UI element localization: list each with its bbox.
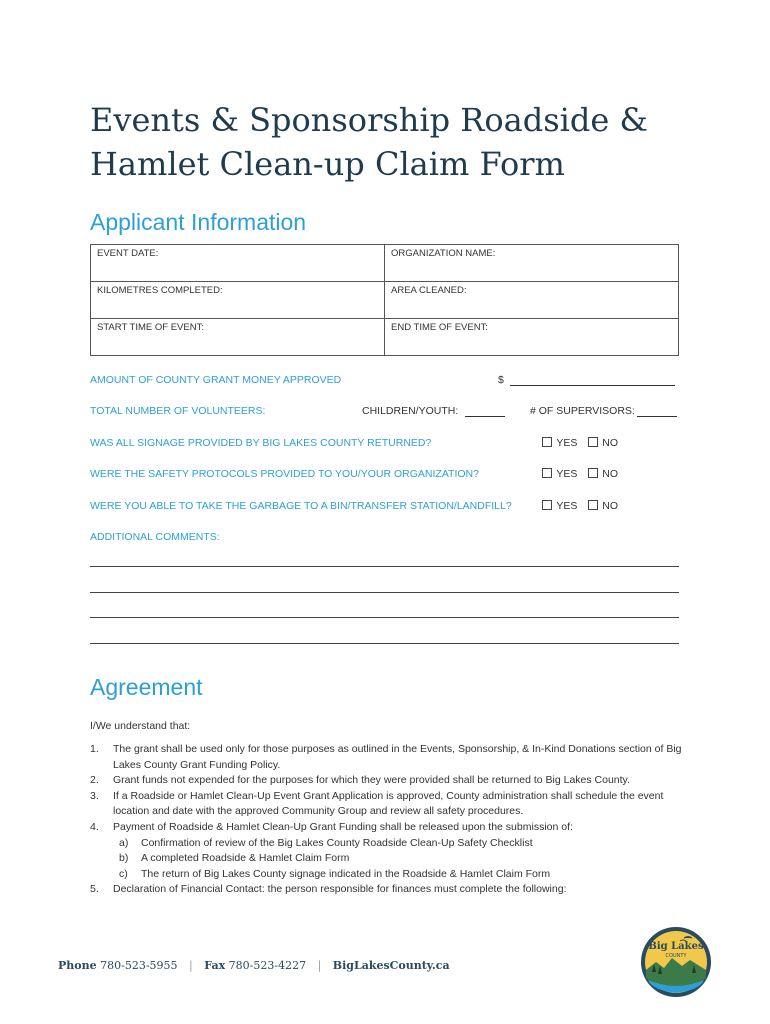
list-item: 1. The grant shall be used only for those purposes as outlined in the Events, Sponsorship, & In-Kind Donations section of Big Lakes County Grant Funding Policy. <box>90 743 682 771</box>
volunteers-label: TOTAL NUMBER OF VOLUNTEERS: <box>90 405 266 417</box>
list-item: 2. Grant funds not expended for the purposes for which they were provided shall be returned to Big Lakes County. <box>90 774 630 787</box>
fax-label: Fax <box>204 959 226 972</box>
list-item: 4. Payment of Roadside & Hamlet Clean-Up Grant Funding shall be released upon the submission of: a) Confirmation of review of the Big Lakes County Roadside Clean-Up Safety Checklist b) A completed Roadside & Hamlet Claim Form c) The return of Big Lakes County signage indicated in the Roadside & Hamlet Claim Form <box>90 820 690 882</box>
grant-amount-input[interactable] <box>510 374 675 386</box>
applicant-information-heading: Applicant Information <box>90 209 307 235</box>
big-lakes-county-logo <box>640 926 712 998</box>
checkbox-icon <box>588 468 598 478</box>
yes-no-options <box>534 500 618 512</box>
agreement-list <box>90 742 690 898</box>
no-checkbox[interactable] <box>588 468 618 480</box>
comment-line[interactable] <box>90 643 679 644</box>
checkbox-icon <box>542 468 552 478</box>
yes-checkbox[interactable] <box>542 468 577 480</box>
grant-amount-row <box>90 374 679 386</box>
checkbox-icon <box>588 500 598 510</box>
logo-subtext: COUNTY <box>665 953 687 959</box>
sub-list-item: c) The return of Big Lakes County signage indicated in the Roadside & Hamlet Claim Form <box>119 867 551 880</box>
yes-checkbox[interactable] <box>542 437 577 449</box>
yes-no-options <box>534 468 618 480</box>
volunteers-row <box>90 405 679 417</box>
list-item: 3. If a Roadside or Hamlet Clean-Up Event Grant Application is approved, County administration shall schedule the event location and date with the approved Community Group and review all safety procedures. <box>90 789 664 818</box>
event-date-field[interactable]: EVENT DATE: <box>91 245 385 282</box>
website-link[interactable]: BigLakesCounty.ca <box>332 959 450 972</box>
yes-label: YES <box>556 500 578 512</box>
organization-name-field[interactable]: ORGANIZATION NAME: <box>385 245 679 282</box>
checkbox-icon <box>542 437 552 447</box>
comment-line[interactable] <box>90 566 679 567</box>
title-line-2: Hamlet Clean-up Claim Form <box>90 145 565 183</box>
no-checkbox[interactable] <box>588 437 618 449</box>
yes-checkbox[interactable] <box>542 500 577 512</box>
question-signage-label: WAS ALL SIGNAGE PROVIDED BY BIG LAKES COUNTY RETURNED? <box>90 437 432 449</box>
children-youth-label: CHILDREN/YOUTH: <box>362 405 459 417</box>
comment-line[interactable] <box>90 592 679 593</box>
yes-label: YES <box>556 468 578 480</box>
checkbox-icon <box>542 500 552 510</box>
yes-label: YES <box>556 437 578 449</box>
dollar-sign: $ <box>498 374 504 386</box>
agreement-heading: Agreement <box>90 674 203 700</box>
additional-comments-label: ADDITIONAL COMMENTS: <box>90 531 220 543</box>
comment-line[interactable] <box>90 617 679 618</box>
grant-amount-label: AMOUNT OF COUNTY GRANT MONEY APPROVED <box>90 374 342 386</box>
supervisors-input[interactable] <box>637 405 677 417</box>
question-row <box>90 437 679 449</box>
fax-number: 780-523-4227 <box>228 959 307 972</box>
start-time-field[interactable]: START TIME OF EVENT: <box>91 319 385 356</box>
sub-list-item: a) Confirmation of review of the Big Lakes County Roadside Clean-Up Safety Checklist <box>119 836 533 849</box>
question-garbage-label: WERE YOU ABLE TO TAKE THE GARBAGE TO A BIN/TRANSFER STATION/LANDFILL? <box>90 500 512 512</box>
yes-no-options <box>534 437 618 449</box>
no-label: NO <box>602 437 618 449</box>
end-time-field[interactable]: END TIME OF EVENT: <box>385 319 679 356</box>
supervisors-label: # OF SUPERVISORS: <box>530 405 635 417</box>
sub-list-item: b) A completed Roadside & Hamlet Claim Form <box>119 852 350 865</box>
list-item: 5. Declaration of Financial Contact: the person responsible for finances must complete the following: <box>90 883 567 896</box>
children-youth-input[interactable] <box>465 405 505 417</box>
question-safety-label: WERE THE SAFETY PROTOCOLS PROVIDED TO YOU/YOUR ORGANIZATION? <box>90 468 479 480</box>
sub-list <box>113 836 690 883</box>
question-row <box>90 468 679 480</box>
applicant-info-table <box>90 244 679 356</box>
phone-label: Phone <box>58 959 97 972</box>
no-label: NO <box>602 500 618 512</box>
no-label: NO <box>602 468 618 480</box>
title-line-1: Events & Sponsorship Roadside & <box>90 101 648 139</box>
phone-number[interactable]: 780-523-5955 <box>100 959 178 972</box>
agreement-intro: I/We understand that: <box>90 720 191 732</box>
question-row <box>90 500 679 512</box>
footer-contact: Phone 780-523-5955 | Fax 780-523-4227 | BigLakesCounty.ca <box>58 959 450 972</box>
no-checkbox[interactable] <box>588 500 618 512</box>
logo-text: Big Lakes <box>648 941 704 952</box>
form-title <box>90 98 690 186</box>
kilometres-completed-field[interactable]: KILOMETRES COMPLETED: <box>91 282 385 319</box>
checkbox-icon <box>588 437 598 447</box>
area-cleaned-field[interactable]: AREA CLEANED: <box>385 282 679 319</box>
